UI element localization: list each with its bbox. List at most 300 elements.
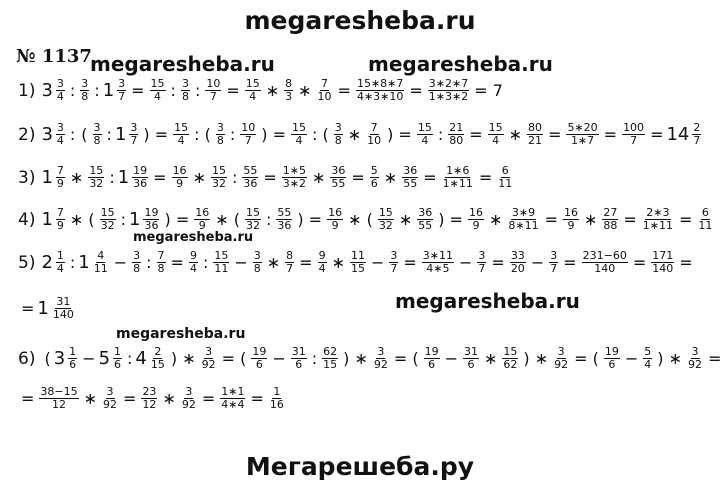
operator: = [226,81,240,100]
fraction-stack [102,386,118,411]
fraction-stack [56,78,65,103]
operator: ∗ [162,389,176,408]
denominator: 32 [378,219,393,232]
operator: = [548,125,562,144]
numerator: 19 [144,206,159,219]
denominator: 4 [154,90,162,103]
fraction-stack [56,207,65,232]
operator: : [170,81,176,100]
fraction [267,386,287,411]
fraction-stack [651,250,674,275]
denominator: 140 [594,262,616,275]
fraction [211,250,231,275]
watermark-row-b: megaresheba.ru [368,52,553,76]
numerator: 5 [370,164,378,177]
numerator: 3 [106,385,114,398]
fraction [243,207,263,232]
operator: ∗ [266,253,281,272]
operator: ∗ [484,349,498,368]
fraction [466,207,486,232]
fraction [325,207,345,232]
fraction [170,165,190,190]
operator: = [21,299,35,318]
denominator: 10 [317,90,332,103]
operator: ∗ [488,210,503,229]
whole-part: 1 [37,298,49,319]
denominator: 6 [295,358,303,371]
fraction-stack [181,386,197,411]
fraction-stack [56,250,65,275]
denominator: 1∗7 [570,134,595,147]
fraction-stack [549,250,558,275]
fraction-stack [276,207,292,232]
denominator: 140 [652,262,674,275]
fraction-stack [245,207,261,232]
fraction-stack [510,250,526,275]
watermark-row-a: megaresheba.ru [90,52,275,76]
fraction [243,78,263,103]
fraction-stack [80,78,89,103]
fraction [561,207,581,232]
denominator: 6 [114,358,122,371]
numerator: 3 [550,249,558,262]
denominator: 92 [181,398,196,411]
denominator: 62 [503,358,518,371]
fraction [238,122,258,147]
numerator: 3 [478,249,486,262]
whole-part: 1 [41,167,53,188]
mixed-number [129,207,161,232]
denominator: 7 [390,262,398,275]
operator: = [650,125,664,144]
denominator: 36 [243,177,258,190]
operator: ) = [164,210,190,229]
fraction-stack [417,207,433,232]
operator: ) ∗ [523,349,549,368]
fraction [551,346,571,371]
fraction-stack [477,250,486,275]
operator: = ( [393,349,419,368]
fraction [685,346,705,371]
numerator: 3 [93,121,101,134]
denominator: 11 [93,262,108,275]
fraction-stack [211,165,227,190]
denominator: 32 [245,219,260,232]
operator: = [603,125,618,144]
fraction-stack [282,165,307,190]
denominator: 3∗2 [282,177,306,190]
operator: ∗ [331,253,345,272]
fraction-stack [245,78,261,103]
denominator: 7 [118,90,126,103]
item-label: 3) [18,167,36,188]
denominator: 15 [323,358,338,371]
operator: ∗ [508,125,523,144]
fraction [86,165,106,190]
operator: : [194,81,201,100]
fraction [171,122,191,147]
whole-part: 3 [53,348,66,369]
denominator: 21 [528,134,543,147]
fraction-stack [173,122,189,147]
item-label: 1) [18,80,36,101]
denominator: 12 [142,398,157,411]
fraction [495,165,515,190]
numerator: 1 [69,345,77,358]
numerator: 3 [216,121,224,134]
fraction [446,122,466,147]
fraction [179,78,192,103]
fraction-stack [604,346,620,371]
fraction [525,122,545,147]
fraction [315,78,335,103]
mixed-number [41,78,66,103]
operator: ∗ ( [348,210,373,229]
mixed-number [118,165,150,190]
whole-part: 14 [666,124,690,145]
whole-part: 1 [129,209,141,230]
denominator: 36 [133,177,148,190]
fraction-stack [488,122,504,147]
numerator: 8 [285,77,293,90]
denominator: 92 [201,358,216,371]
numerator: 3 [557,345,565,358]
numerator: 36 [403,164,418,177]
watermark-small-mid: megaresheba.ru [133,230,254,245]
fraction [332,122,345,147]
denominator: 6 [467,358,475,371]
fraction-stack [370,165,379,190]
fraction-stack [428,78,469,103]
numerator: 62 [323,345,338,358]
fraction [505,207,541,232]
numerator: 1 [114,345,122,358]
operator: = [623,210,637,229]
fraction-stack [373,346,389,371]
denominator: 6 [69,358,77,371]
operator: ∗ [265,81,280,100]
fraction [440,165,476,190]
numerator: 16 [328,206,343,219]
fraction [155,250,168,275]
numerator: 100 [623,121,645,134]
denominator: 55 [331,177,346,190]
numerator: 11 [350,249,365,262]
numerator: 3 [118,77,126,90]
operator: − [272,349,286,368]
operator: − [82,349,96,368]
numerator: 9 [318,249,326,262]
fraction [289,346,309,371]
denominator: 88 [603,219,618,232]
denominator: 11 [214,262,229,275]
fraction [282,78,295,103]
numerator: 3 [56,121,64,134]
fraction [486,122,506,147]
numerator: 3 [181,77,189,90]
operator: = [299,253,313,272]
fraction [376,207,396,232]
fraction-stack [334,122,343,147]
denominator: 4 [295,134,303,147]
operator: ) ∗ [343,349,368,368]
operator: − [234,253,248,272]
item-label: 4) [18,209,36,230]
numerator: 15 [214,249,229,262]
operator: : [109,168,115,187]
denominator: 4 [318,262,326,275]
denominator: 7 [209,90,217,103]
denominator: 9 [331,219,339,232]
fraction-stack [327,207,343,232]
mixed-number [37,296,76,321]
mixed-number [54,346,79,371]
fraction-stack [150,346,166,371]
fraction [283,250,296,275]
denominator: 8 [81,90,89,103]
whole-part: 3 [41,80,53,101]
denominator: 92 [103,398,118,411]
fraction [274,207,294,232]
numerator: 15 [245,77,260,90]
fraction [249,346,269,371]
fraction [148,78,168,103]
fraction-stack [322,346,338,371]
denominator: 20 [510,262,525,275]
watermark-top: megaresheba.ru [244,6,476,35]
fraction [348,250,368,275]
operator: = [403,253,417,272]
denominator: 55 [418,219,433,232]
operator: − [459,253,473,272]
fraction-stack [566,122,598,147]
fraction-stack [117,78,126,103]
fraction [100,386,120,411]
denominator: 1∗3∗2 [428,90,469,103]
operator: = ( [574,349,599,368]
numerator: 3∗11 [422,249,453,262]
numerator: 3 [81,77,89,90]
solution-line-1 [18,78,506,103]
fraction-stack [216,122,225,147]
denominator: 4∗5 [426,262,450,275]
numerator: 1 [56,249,64,262]
operator: : [229,125,236,144]
operator: : [94,81,100,100]
denominator: 6 [370,177,378,190]
denominator: 92 [373,358,388,371]
fraction-stack [318,250,327,275]
fraction-stack [502,346,518,371]
denominator: 9 [472,219,480,232]
fraction-stack [507,207,539,232]
solution-line-4 [18,207,715,232]
fraction [199,346,219,371]
fraction-stack [402,165,418,190]
operator: : [69,81,76,100]
fraction [500,346,520,371]
operator: = [351,168,365,187]
denominator: 32 [89,177,104,190]
fraction-stack [93,122,102,147]
numerator: 31 [56,295,71,308]
fraction-stack [463,346,479,371]
operator: : ( [194,125,211,144]
numerator: 10 [206,77,221,90]
operator: = [123,389,137,408]
numerator: 19 [133,164,148,177]
fraction [179,386,199,411]
fraction [641,346,654,371]
fraction [371,346,391,371]
numerator: 80 [528,121,543,134]
operator: = [478,168,493,187]
numerator: 55 [277,206,292,219]
fraction-stack [389,250,398,275]
operator: ) = [438,210,463,229]
numerator: 4 [97,249,105,262]
operator: = 7 [474,81,503,100]
fraction-stack [553,346,569,371]
fraction [328,165,348,190]
solution-line-5 [18,250,696,275]
numerator: 3 [377,345,385,358]
fraction-stack [141,386,157,411]
operator: ) = [261,125,286,144]
denominator: 4 [492,134,500,147]
numerator: 36 [331,164,346,177]
numerator: 33 [510,249,525,262]
fraction-stack [201,346,217,371]
numerator: 7 [321,77,329,90]
operator: = [679,253,693,272]
fraction [187,250,200,275]
fraction [203,78,223,103]
denominator: 10 [367,134,382,147]
fraction [564,122,600,147]
fraction-stack [291,122,307,147]
denominator: 8 [253,262,261,275]
fraction-stack [56,165,65,190]
operator: − [444,349,458,368]
operator: : [311,349,318,368]
operator: ∗ [69,168,84,187]
operator: ∗ [83,389,98,408]
fraction-stack [242,165,258,190]
fraction [354,78,406,103]
denominator: 7 [630,134,638,147]
denominator: 8 [93,134,101,147]
operator: = ( [221,349,247,368]
fraction [461,346,481,371]
whole-part: 1 [117,167,130,188]
operator: : [146,253,152,272]
denominator: 8 [181,90,189,103]
problem-number: № 1137 [16,46,92,67]
denominator: 3 [285,90,293,103]
fraction-stack [205,78,221,103]
mixed-number [41,165,66,190]
fraction [320,346,340,371]
fraction-stack [157,250,166,275]
denominator: 92 [554,358,569,371]
fraction-stack [150,78,166,103]
denominator: 4 [56,262,64,275]
operator: ∗ ( [69,210,95,229]
numerator: 3 [390,249,398,262]
fraction [387,250,400,275]
numerator: 38−15 [40,385,78,398]
fraction [640,207,676,232]
operator: : [69,125,76,144]
fraction [600,207,620,232]
denominator: 9 [198,219,206,232]
operator: = [337,81,351,100]
numerator: 10 [241,121,256,134]
operator: : [437,125,444,144]
fraction-stack [93,250,109,275]
operator: = [679,210,693,229]
denominator: 7 [550,262,558,275]
denominator: 15 [150,358,165,371]
numerator: 3 [253,249,261,262]
numerator: 5∗20 [567,121,598,134]
operator: ∗ [583,210,598,229]
fraction-stack [132,250,141,275]
denominator: 1∗11 [442,177,473,190]
solution-line-3 [18,165,515,190]
denominator: 8 [216,134,224,147]
fraction [368,165,381,190]
fraction [475,250,488,275]
watermark-small-e: megaresheba.ru [116,326,246,342]
fraction-stack [378,207,394,232]
numerator: 23 [142,385,157,398]
denominator: 6 [428,358,436,371]
numerator: 31 [464,345,478,358]
denominator: 80 [449,134,464,147]
numerator: 2 [154,345,162,358]
denominator: 4 [56,134,64,147]
fraction-stack [220,386,245,411]
numerator: 31 [291,345,306,358]
numerator: 1∗6 [446,164,470,177]
denominator: 7 [478,262,486,275]
denominator: 12 [52,398,67,411]
operator: = [563,253,577,272]
numerator: 15 [245,206,260,219]
operator: ∗ [298,81,312,100]
operator: ( [44,349,51,368]
fraction-stack [448,122,464,147]
denominator: 7 [244,134,252,147]
solution-line-6-continued [18,386,287,411]
operator: ∗ [398,210,413,229]
fraction [415,122,435,147]
fraction-stack [642,207,674,232]
numerator: 1∗5 [282,164,306,177]
numerator: 6 [701,206,709,219]
operator: : [265,210,272,229]
fraction-stack [172,165,188,190]
fraction-stack [253,250,262,275]
fraction [209,165,229,190]
mixed-number [78,250,110,275]
numerator: 3 [691,345,699,358]
numerator: 16 [468,206,483,219]
operator: = [469,125,483,144]
operator: − [530,253,545,272]
